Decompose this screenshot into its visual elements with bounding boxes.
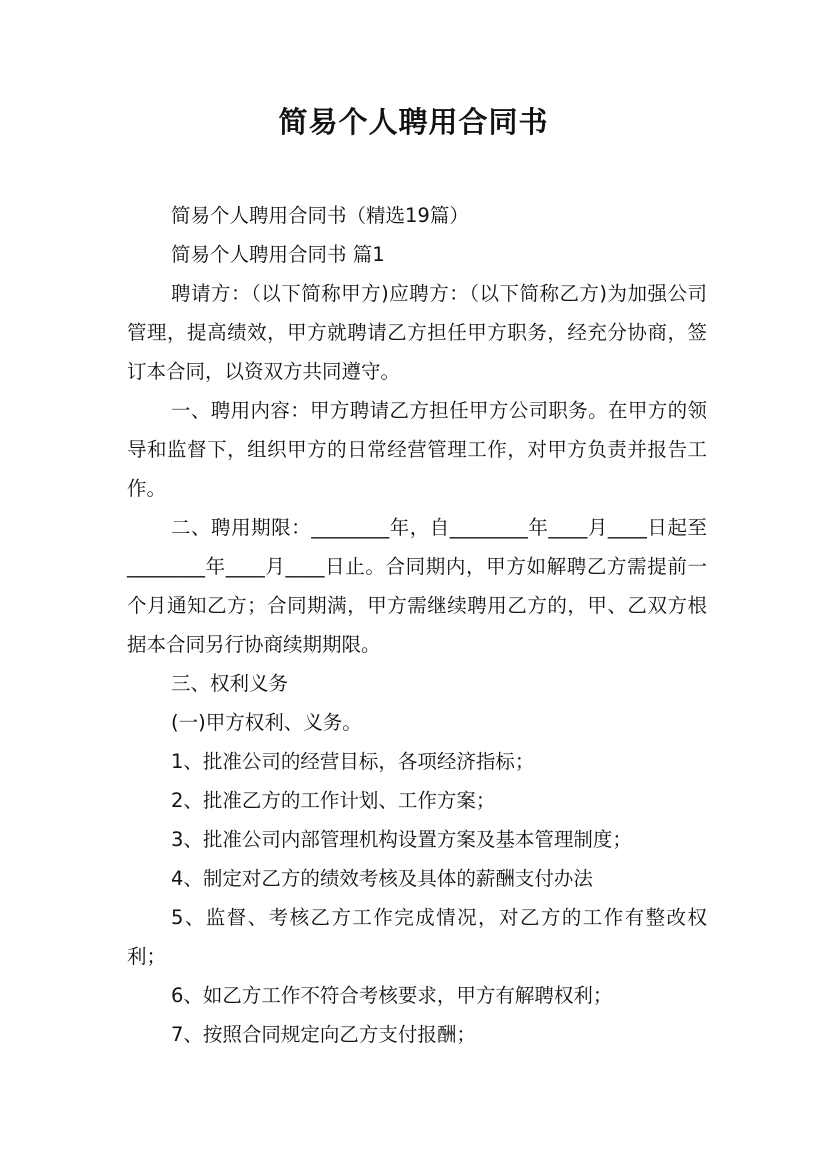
paragraph-parties: 聘请方：（以下简称甲方)应聘方：（以下简称乙方)为加强公司管理，提高绩效，甲方就聘请乙方担任甲方职务，经充分协商，签订本合同，以资双方共同遵守。 <box>127 282 707 383</box>
list-item: 2、批准乙方的工作计划、工作方案； <box>171 789 496 812</box>
document-title: 简易个人聘用合同书 <box>278 105 549 139</box>
list-item: 6、如乙方工作不符合考核要求，甲方有解聘权利； <box>171 984 613 1007</box>
paragraph-employment-content: 一、聘用内容：甲方聘请乙方担任甲方公司职务。在甲方的领导和监督下，组织甲方的日常经营管理工作，对甲方负责并报告工作。 <box>127 399 707 500</box>
paragraph-party-a-heading: (一)甲方权利、义务。 <box>171 711 362 734</box>
list-item: 4、制定对乙方的绩效考核及具体的薪酬支付办法 <box>171 867 593 890</box>
list-item: 7、按照合同规定向乙方支付报酬； <box>171 1023 476 1046</box>
list-item: 5、监督、考核乙方工作完成情况，对乙方的工作有整改权利； <box>127 906 707 968</box>
document-body <box>127 196 707 1054</box>
paragraph-section-heading: 简易个人聘用合同书 篇1 <box>171 243 385 266</box>
paragraph-rights-heading: 三、权利义务 <box>171 672 289 695</box>
list-item: 3、批准公司内部管理机构设置方案及基本管理制度； <box>171 828 632 851</box>
list-item: 1、批准公司的经营目标，各项经济指标； <box>171 750 535 773</box>
paragraph-subtitle: 简易个人聘用合同书（精选19篇） <box>171 204 469 227</box>
paragraph-employment-term: 二、聘用期限：________年，自________年____月____日起至________年____月____日止。合同期内，甲方如解聘乙方需提前一个月通知乙方；合同期满，甲方需继续聘用乙方的，甲、乙双方根据本合同另行协商续期期限。 <box>127 516 707 656</box>
